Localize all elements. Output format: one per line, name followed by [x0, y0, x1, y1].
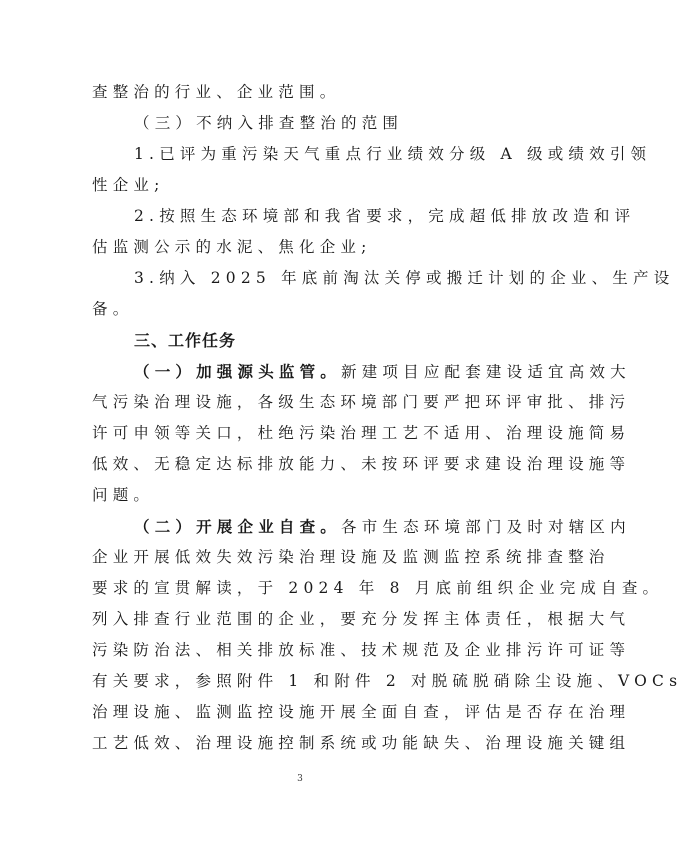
- paragraph-line: 要求的宣贯解读，于 2024 年 8 月底前组织企业完成自查。: [92, 579, 664, 597]
- page-number: 3: [297, 774, 303, 784]
- section-1-first-line: [134, 356, 631, 387]
- paragraph-line: 气污染治理设施，各级生态环境部门要严把环评审批、排污: [92, 393, 631, 411]
- section-2-text: 各市生态环境部门及时对辖区内: [341, 518, 631, 536]
- section-2-lead: （二）开展企业自查。: [134, 517, 342, 536]
- list-item-2: 2.按照生态环境部和我省要求，完成超低排放改造和评: [134, 207, 636, 225]
- paragraph-line: 查整治的行业、企业范围。: [92, 83, 341, 101]
- section-2-first-line: [134, 511, 631, 542]
- section-1-lead: （一）加强源头监管。: [134, 362, 342, 381]
- paragraph-line: 性企业;: [92, 176, 165, 194]
- paragraph-line: 工艺低效、治理设施控制系统或功能缺失、治理设施关键组: [92, 734, 631, 752]
- paragraph-line: 治理设施、监测监控设施开展全面自查，评估是否存在治理: [92, 703, 631, 721]
- paragraph-line: 企业开展低效失效污染治理设施及监测监控系统排查整治: [92, 548, 610, 566]
- paragraph-line: 列入排查行业范围的企业，要充分发挥主体责任，根据大气: [92, 610, 631, 628]
- section-1-text: 新建项目应配套建设适宜高效大: [341, 363, 631, 381]
- list-item-1: 1.已评为重污染天气重点行业绩效分级 A 级或绩效引领: [134, 145, 652, 163]
- paragraph-line: 估监测公示的水泥、焦化企业;: [92, 238, 372, 256]
- paragraph-line: 许可申领等关口，杜绝污染治理工艺不适用、治理设施简易: [92, 424, 631, 442]
- subsection-heading: （三）不纳入排查整治的范围: [134, 114, 404, 132]
- paragraph-line: 污染防治法、相关排放标准、技术规范及企业排污许可证等: [92, 641, 631, 659]
- paragraph-line: 备。: [92, 300, 134, 318]
- paragraph-line: 低效、无稳定达标排放能力、未按环评要求建设治理设施等: [92, 455, 631, 473]
- list-item-3: 3.纳入 2025 年底前淘汰关停或搬迁计划的企业、生产设: [134, 269, 675, 287]
- section-heading: 三、工作任务: [134, 331, 237, 350]
- paragraph-line: 有关要求，参照附件 1 和附件 2 对脱硫脱硝除尘设施、VOCs: [92, 672, 682, 690]
- paragraph-line: 问题。: [92, 486, 155, 504]
